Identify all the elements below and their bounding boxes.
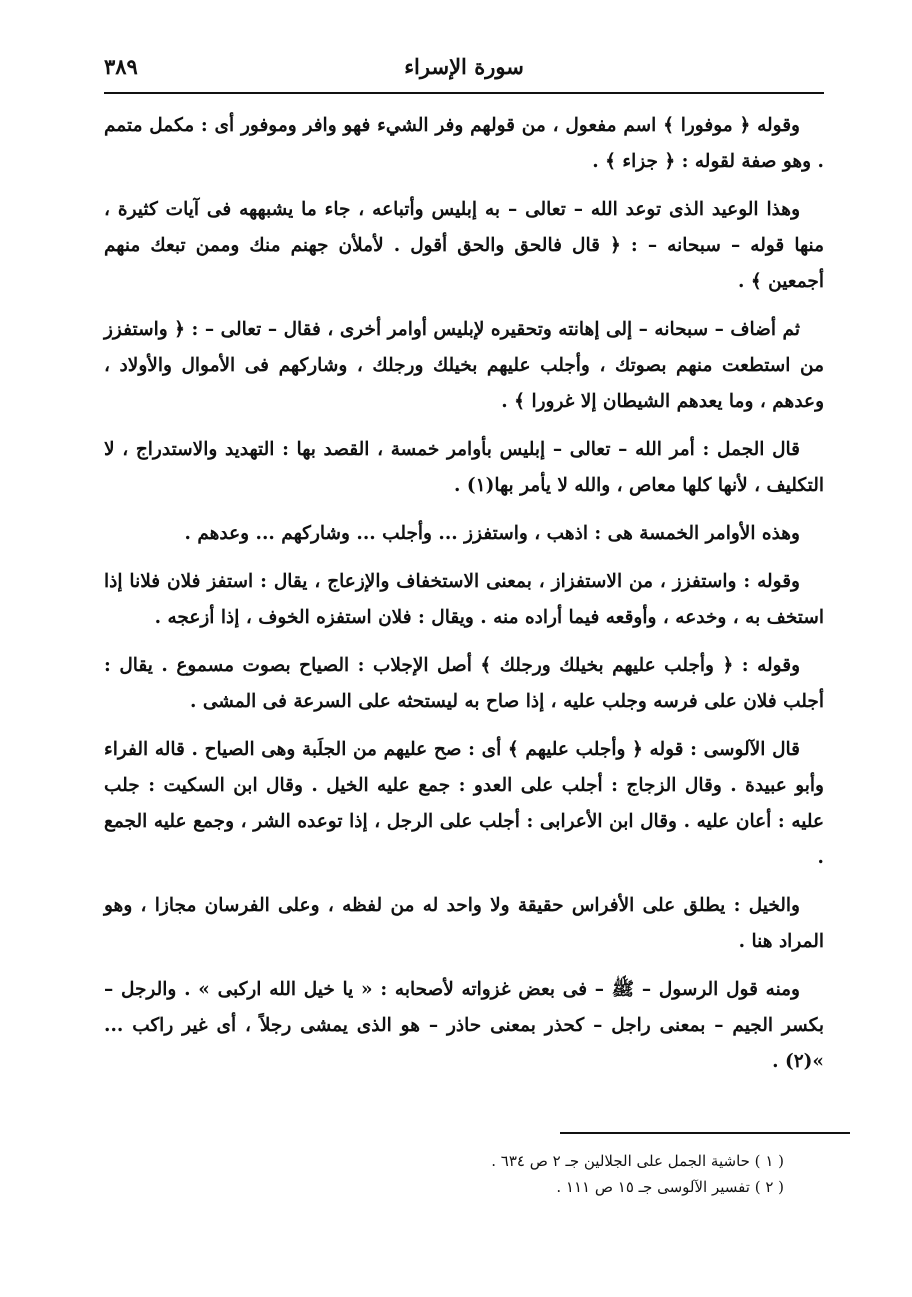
paragraph-3: ثم أضاف – سبحانه – إلى إهانته وتحقيره لإبليس أوامر أخرى ، فقال – تعالى – : ﴿ واستفزز من استطعت منهم بصوتك ، وأجلب عليهم بخيلك ورجلك ، وشاركهم فى الأموال والأولاد ، وعدهم ، وما يعدهم الشيطان إلا غرورا ﴾ . <box>104 319 824 412</box>
paragraph-5: وهذه الأوامر الخمسة هى : اذهب ، واستفزز ... وأجلب ... وشاركهم ... وعدهم . <box>184 523 800 544</box>
body-text <box>104 108 824 1092</box>
page-number: ٣٨٩ <box>104 54 138 79</box>
paragraph-8: قال الآلوسى : قوله ﴿ وأجلب عليهم ﴾ أى : صح عليهم من الجلَبة وهى الصياح . قاله الفراء وأبو عبيدة . وقال الزجاج : أجلب على العدو : جمع عليه الخيل . وقال ابن السكيت : جلب عليه : أعان عليه . وقال ابن الأعرابى : أجلب على الرجل ، إذا توعده الشر ، وجمع عليه الجمع . <box>104 739 824 868</box>
paragraph-1: وقوله ﴿ موفورا ﴾ اسم مفعول ، من قولهم وفر الشيء فهو وافر وموفور أى : مكمل متمم . وهو صفة لقوله : ﴿ جزاء ﴾ . <box>104 115 824 172</box>
running-head <box>104 50 824 88</box>
paragraph-2: وهذا الوعيد الذى توعد الله – تعالى – به إبليس وأتباعه ، جاء ما يشبههه فى آيات كثيرة ، منها قوله – سبحانه – : ﴿ قال فالحق والحق أقول . لأملأن جهنم منك وممن تبعك منهم أجمعين ﴾ . <box>104 199 824 292</box>
surah-title: سورة الإسراء <box>404 54 524 79</box>
paragraph-9: والخيل : يطلق على الأفراس حقيقة ولا واحد له من لفظه ، وعلى الفرسان مجازا ، وهو المراد هنا . <box>104 895 824 952</box>
paragraph-6: وقوله : واستفزز ، من الاستفزاز ، بمعنى الاستخفاف والإزعاج ، يقال : استفز فلان فلانا إذا استخف به ، وخدعه ، وأوقعه فيما أراده منه . ويقال : فلان استفزه الخوف ، إذا أزعجه . <box>104 571 824 628</box>
paragraph-10: ومنه قول الرسول – ﷺ – فى بعض غزواته لأصحابه : « يا خيل الله اركبى » . والرجل – بكسر الجيم – بمعنى راجل – كحذر بمعنى حاذر – هو الذى يمشى رجلاً ، أى غير راكب ... »(٢) . <box>104 979 824 1072</box>
footnote-2: ( ٢ ) تفسير الآلوسى جـ ١٥ ص ١١١ . <box>556 1178 784 1196</box>
paragraph-4: قال الجمل : أمر الله – تعالى – إبليس بأوامر خمسة ، القصد بها : التهديد والاستدراج ، لا التكليف ، لأنها كلها معاص ، والله لا يأمر بها(١) . <box>104 439 824 496</box>
footnote-rule <box>560 1132 850 1134</box>
paragraph-7: وقوله : ﴿ وأجلب عليهم بخيلك ورجلك ﴾ أصل الإجلاب : الصياح بصوت مسموع . يقال : أجلب فلان على فرسه وجلب عليه ، إذا صاح به ليستحثه على السرعة فى المشى . <box>104 655 824 712</box>
footnote-1: ( ١ ) حاشية الجمل على الجلالين جـ ٢ ص ٦٣٤ . <box>491 1152 784 1170</box>
header-rule <box>104 92 824 94</box>
footnotes <box>104 1148 824 1200</box>
